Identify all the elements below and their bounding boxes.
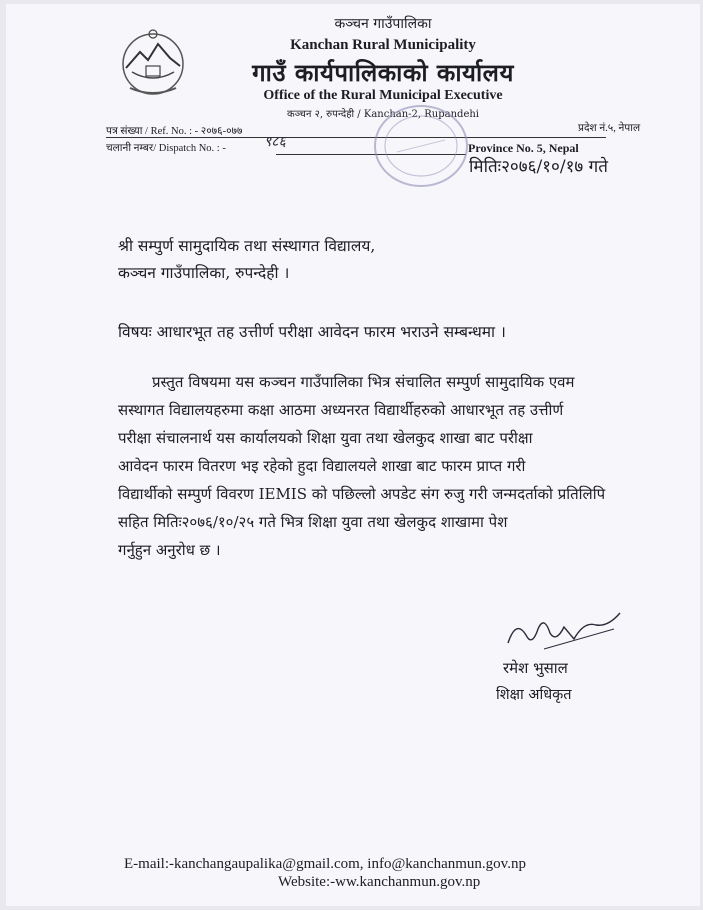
recipient-line-2: कञ्चन गाउँपालिका, रुपन्देही ।	[118, 264, 290, 282]
letter-subject: विषयः आधारभूत तह उत्तीर्ण परीक्षा आवेदन फारम भराउने सम्बन्धमा ।	[118, 323, 506, 341]
recipient-line-1: श्री सम्पुर्ण सामुदायिक तथा संस्थागत विद्यालय,	[118, 237, 376, 255]
handwritten-signature-icon	[504, 599, 624, 659]
municipality-name-nepali: कञ्चन गाउँपालिका	[334, 16, 432, 32]
body-line-1: प्रस्तुत विषयमा यस कञ्चन गाउँपालिका भित्र संचालित सम्पुर्ण सामुदायिक एवम	[152, 373, 575, 391]
dispatch-number: चलानी नम्बर/ Dispatch No. : -	[106, 143, 226, 154]
office-address: कञ्चन २, रुपन्देही / Kanchan-2, Rupandehi	[286, 109, 480, 120]
body-line-5: विद्यार्थीको सम्पुर्ण विवरण IEMIS को पछिल्लो अपडेट संग रुजु गरी जन्मदर्ताको प्रतिलिपि	[118, 485, 606, 503]
dispatch-number-value: ९८६	[264, 134, 286, 150]
ref-number: पत्र संख्या / Ref. No. : - २०७६-०७७	[106, 126, 243, 137]
office-name-nepali: गाउँ कार्यपालिकाको कार्यालय	[252, 58, 514, 87]
municipality-name-english: Kanchan Rural Municipality	[290, 37, 476, 53]
signatory-title: शिक्षा अधिकृत	[496, 687, 572, 703]
pradesh-label: प्रदेश नं.५, नेपाल	[578, 123, 641, 134]
footer-website: Website:-ww.kanchanmun.gov.np	[278, 874, 481, 890]
office-stamp-icon	[371, 102, 471, 190]
province-label: Province No. 5, Nepal	[468, 141, 579, 155]
body-line-7: गर्नुहुन अनुरोध छ ।	[118, 541, 221, 559]
letter-date: मितिः२०७६/१०/१७ गते	[469, 157, 608, 177]
letter-page	[6, 4, 700, 906]
footer-email: E-mail:-kanchangaupalika@gmail.com, info@kanchanmun.gov.np	[124, 856, 526, 872]
body-line-4: आवेदन फारम वितरण भइ रहेको हुदा विद्यालयले शाखा बाट फारम प्राप्त गरी	[118, 457, 526, 475]
header-divider	[106, 137, 606, 138]
body-line-3: परीक्षा संचालनार्थ यस कार्यालयको शिक्षा युवा तथा खेलकुद शाखा बाट परीक्षा	[118, 429, 533, 447]
signatory-name: रमेश भुसाल	[503, 659, 568, 677]
body-line-2: सस्थागत विद्यालयहरुमा कक्षा आठमा अध्यनरत विद्यार्थीहरुको आधारभूत तह उत्तीर्ण	[118, 401, 564, 419]
body-line-6: सहित मितिः२०७६/१०/२५ गते भित्र शिक्षा युवा तथा खेलकुद शाखामा पेश	[118, 513, 508, 531]
office-name-english: Office of the Rural Municipal Executive	[263, 88, 503, 103]
